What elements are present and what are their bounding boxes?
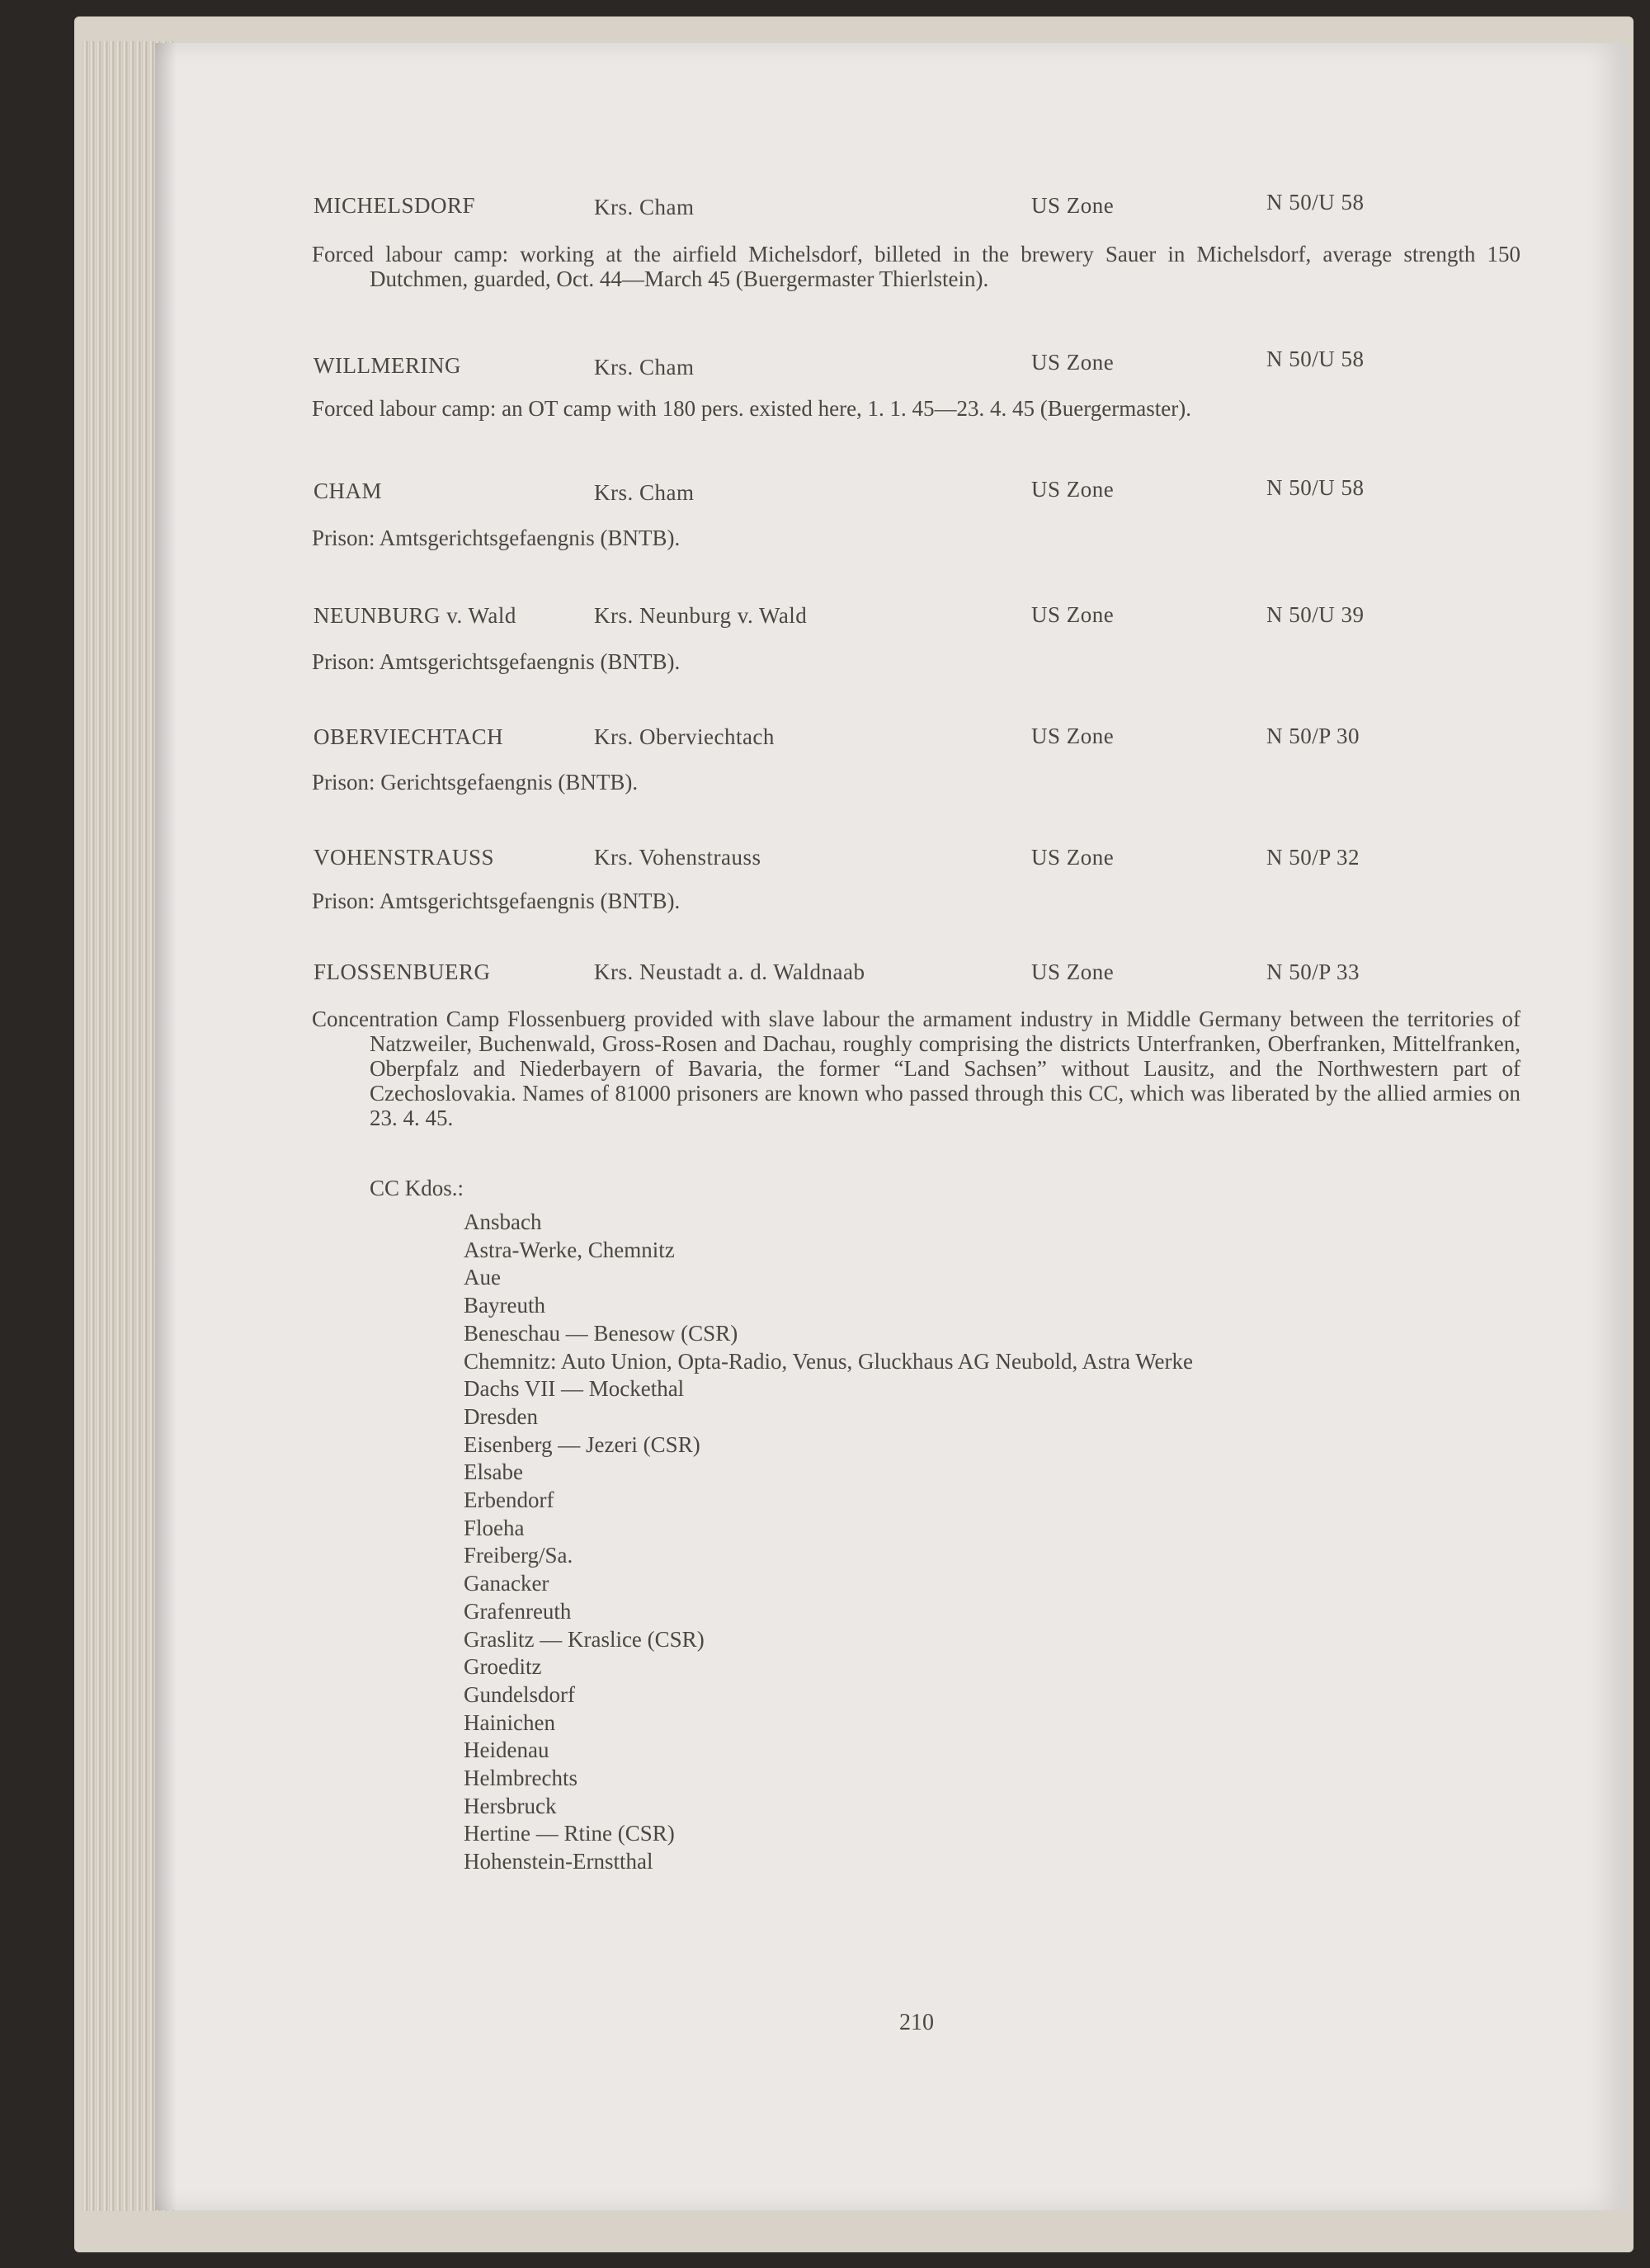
entry-text: Concentration Camp Flossenbuerg provided with slave labour the armament industry in Middle Germany between the territories of Natzweiler, Buchenwald, Gross-Rosen and Dachau, roughly comprising the districts Unterfranken, Oberfranken, Mittelfranken, Oberpfalz and Niederbayern of Bavaria, the former “Land Sachsen” without Lausitz, and the Northwestern part of Czechoslovakia. Names of 81000 prisoners are known who passed through this CC, which was liberated by the allied armies on 23. 4. 45.: [312, 1007, 1520, 1130]
list-item: Astra-Werke, Chemnitz: [464, 1237, 675, 1262]
list-item: Bayreuth: [464, 1293, 545, 1318]
list-item: Dresden: [464, 1403, 538, 1429]
entry-zone: US Zone: [1031, 193, 1115, 218]
entry-zone: US Zone: [1031, 960, 1115, 984]
list-item: Ansbach: [464, 1209, 542, 1234]
list-item: Aue: [464, 1265, 501, 1290]
entry-map-ref: N 50/U 39: [1266, 602, 1365, 627]
list-item: Graslitz — Kraslice (CSR): [464, 1626, 705, 1652]
list-item: Hertine — Rtine (CSR): [464, 1821, 675, 1846]
entry-zone: US Zone: [1031, 477, 1115, 502]
entry-kreis: Krs. Cham: [594, 355, 695, 380]
entry-text: Forced labour camp: an OT camp with 180 pers. existed here, 1. 1. 45—23. 4. 45 (Buergermaster).: [312, 396, 1191, 421]
entry-kreis: Krs. Cham: [594, 480, 695, 505]
entry-text: Prison: Gerichtsgefaengnis (BNTB).: [312, 770, 639, 795]
entry-kreis: Krs. Cham: [594, 195, 695, 219]
list-item: Dachs VII — Mockethal: [464, 1376, 685, 1402]
list-item: Groeditz: [464, 1654, 542, 1680]
entry-text: Forced labour camp: working at the airfield Michelsdorf, billeted in the brewery Sauer in Michelsdorf, average strength 150 Dutchmen, guarded, Oct. 44—March 45 (Buergermaster Thierlstein).: [312, 242, 1520, 291]
entry-text: Prison: Amtsgerichtsgefaengnis (BNTB).: [312, 526, 681, 550]
list-item: Hersbruck: [464, 1793, 557, 1818]
list-item: Erbendorf: [464, 1488, 554, 1513]
list-item: Hainichen: [464, 1709, 555, 1735]
entry-place: NEUNBURG v. Wald: [314, 603, 516, 628]
entry-zone: US Zone: [1031, 602, 1115, 627]
kdos-list: [464, 1209, 1193, 1876]
entry-text: Prison: Amtsgerichtsgefaengnis (BNTB).: [312, 889, 681, 913]
page-number: 210: [899, 2010, 934, 2035]
entry-map-ref: N 50/P 33: [1266, 960, 1360, 984]
entry-map-ref: N 50/U 58: [1266, 190, 1365, 215]
entry-text: Prison: Amtsgerichtsgefaengnis (BNTB).: [312, 649, 681, 674]
list-item: Freiberg/Sa.: [464, 1543, 573, 1568]
entry-map-ref: N 50/P 32: [1266, 845, 1360, 870]
list-item: Hohenstein-Ernstthal: [464, 1849, 653, 1874]
list-item: Elsabe: [464, 1459, 523, 1485]
entry-map-ref: N 50/P 30: [1266, 724, 1360, 748]
entry-map-ref: N 50/U 58: [1266, 475, 1365, 500]
entry-place: FLOSSENBUERG: [314, 960, 491, 984]
entry-kreis: Krs. Oberviechtach: [594, 724, 775, 749]
entry-kreis: Krs. Neustadt a. d. Waldnaab: [594, 960, 865, 984]
entry-place: VOHENSTRAUSS: [314, 845, 495, 870]
entry-place: WILLMERING: [314, 353, 461, 378]
entry-zone: US Zone: [1031, 724, 1115, 748]
entry-zone: US Zone: [1031, 350, 1115, 375]
kdos-label: CC Kdos.:: [370, 1176, 464, 1200]
gutter-shadow: [155, 43, 177, 2210]
list-item: Floeha: [464, 1515, 525, 1540]
list-item: Beneschau — Benesow (CSR): [464, 1320, 738, 1346]
list-item: Grafenreuth: [464, 1598, 572, 1624]
list-item: Gundelsdorf: [464, 1681, 575, 1707]
entry-place: OBERVIECHTACH: [314, 724, 504, 749]
entry-map-ref: N 50/U 58: [1266, 347, 1365, 371]
list-item: Ganacker: [464, 1571, 549, 1596]
list-item: Helmbrechts: [464, 1766, 578, 1791]
list-item: Heidenau: [464, 1738, 549, 1763]
entry-kreis: Krs. Neunburg v. Wald: [594, 603, 808, 628]
list-item: Chemnitz: Auto Union, Opta-Radio, Venus, Gluckhaus AG Neubold, Astra Werke: [464, 1348, 1193, 1374]
entry-place: CHAM: [314, 479, 383, 503]
entry-zone: US Zone: [1031, 845, 1115, 870]
list-item: Eisenberg — Jezeri (CSR): [464, 1431, 700, 1457]
entry-place: MICHELSDORF: [314, 193, 476, 218]
entry-kreis: Krs. Vohenstrauss: [594, 845, 761, 870]
